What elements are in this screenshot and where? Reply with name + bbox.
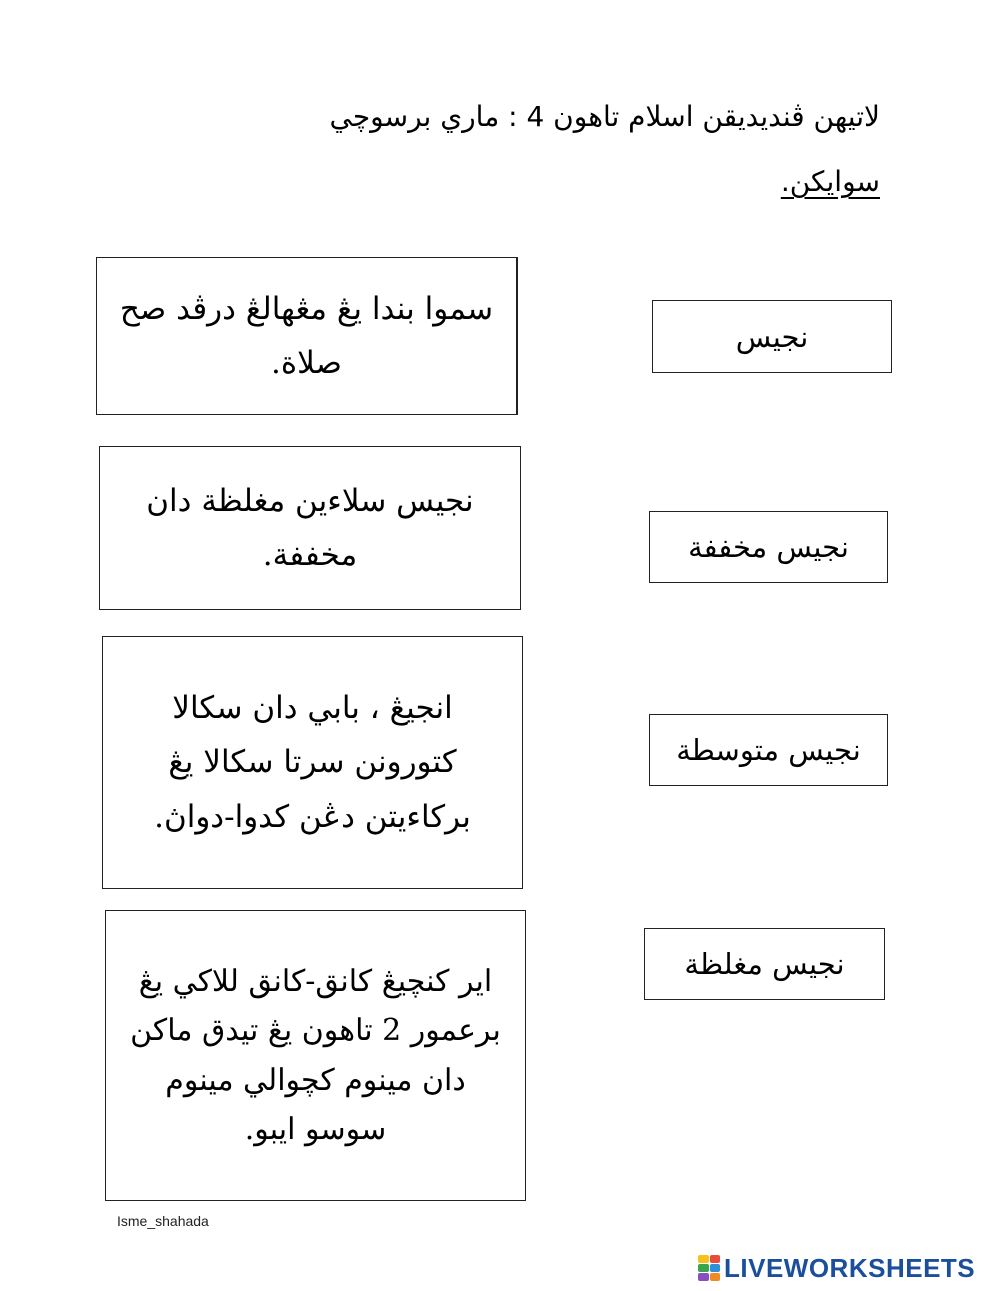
logo-tile [698, 1255, 709, 1263]
logo-tile [710, 1264, 721, 1272]
logo-tile [710, 1255, 721, 1263]
liveworksheets-brand-text: LIVEWORKSHEETS [724, 1253, 976, 1283]
definition-box-3[interactable]: انجيڠ ، بابي دان سکالا کتورونن سرتا سکالا يڠ برکاءيتن دڠن کدوا-دواڽ. [102, 636, 523, 889]
liveworksheets-logo[interactable] [698, 1255, 975, 1281]
liveworksheets-logo-icon [698, 1255, 720, 1281]
definition-box-2[interactable]: نجيس سلاءين مغلظة دان مخففة. [99, 446, 521, 610]
logo-tile [710, 1273, 721, 1281]
term-box-najis-mutawassitah[interactable]: نجيس متوسطة [649, 714, 888, 786]
worksheet-instruction: سوايكن. [780, 165, 880, 198]
term-box-najis[interactable]: نجيس [652, 300, 892, 373]
definition-box-4[interactable]: اير کنچيڠ کانق-کانق للاکي يڠ برعمور 2 تاهون يڠ تيدق ماکن دان مينوم کچوالي مينوم سوسو ايبو. [105, 910, 526, 1201]
logo-tile [698, 1264, 709, 1272]
term-box-najis-mughallazah[interactable]: نجيس مغلظة [644, 928, 885, 1000]
term-box-najis-mukhaffafah[interactable]: نجيس مخففة [649, 511, 888, 583]
definition-box-1[interactable]: سموا بندا يڠ مڠهالڠ درڤد صح صلاة. [96, 257, 518, 415]
logo-tile [698, 1273, 709, 1281]
author-credit: Isme_shahada [117, 1213, 209, 1229]
worksheet-title: لاتيهن ڤنديديقن اسلام تاهون 4 : ماري برسوچي [329, 100, 880, 133]
